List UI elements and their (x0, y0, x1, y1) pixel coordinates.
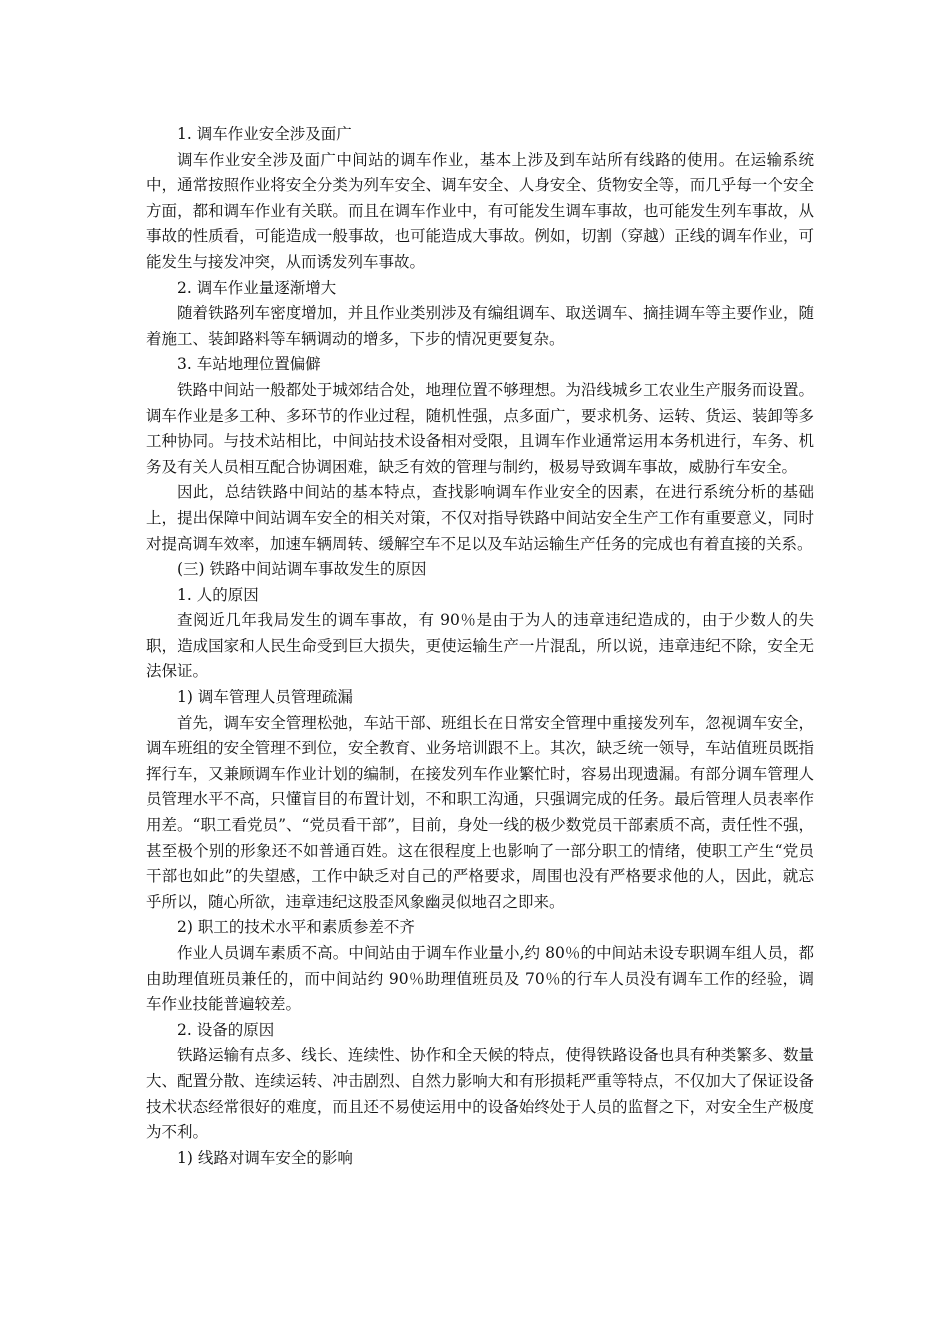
section-heading: 1. 人的原因 (177, 585, 259, 604)
section-heading: (三) 铁路中间站调车事故发生的原因 (177, 560, 427, 579)
body-paragraph: 铁路中间站一般都处于城郊结合处，地理位置不够理想。为沿线城乡工农业生产服务而设置。调车作业是多工种、多环节的作业过程，随机性强，点多面广，要求机务、运转、货运、装卸等多工种协同。与技术站相比，中间站技术设备相对受限，且调车作业通常运用本务机进行，车务、机务及有关人员相互配合协调困难，缺乏有效的管理与制约，极易导致调车事故，威胁行车安全。 (146, 380, 814, 476)
section-heading: 1) 调车管理人员管理疏漏 (177, 688, 353, 707)
section-heading: 2. 设备的原因 (177, 1020, 275, 1039)
body-paragraph: 铁路运输有点多、线长、连续性、协作和全天候的特点，使得铁路设备也具有种类繁多、数量大、配置分散、连续运转、冲击剧烈、自然力影响大和有形损耗严重等特点，不仅加大了保证设备技术状态经常很好的难度，而且还不易使运用中的设备始终处于人员的监督之下，对安全生产极度为不利。 (146, 1046, 814, 1142)
body-paragraph: 因此，总结铁路中间站的基本特点，查找影响调车作业安全的因素，在进行系统分析的基础上，提出保障中间站调车安全的相关对策，不仅对指导铁路中间站安全生产工作有重要意义，同时对提高调车效率，加速车辆周转、缓解空车不足以及车站运输生产任务的完成也有着直接的关系。 (146, 483, 814, 553)
body-paragraph: 调车作业安全涉及面广中间站的调车作业，基本上涉及到车站所有线路的使用。在运输系统中，通常按照作业将安全分类为列车安全、调车安全、人身安全、货物安全等，而几乎每一个安全方面，都和调车作业有关联。而且在调车作业中，有可能发生调车事故，也可能发生列车事故，从事故的性质看，可能造成一般事故，也可能造成大事故。例如，切割（穿越）正线的调车作业，可能发生与接发冲突，从而诱发列车事故。 (146, 150, 814, 271)
section-heading: 3. 车站地理位置偏僻 (177, 355, 321, 374)
body-paragraph: 查阅近几年我局发生的调车事故，有 90％是由于为人的违章违纪造成的，由于少数人的失职，造成国家和人民生命受到巨大损失，更使运输生产一片混乱，所以说，违章违纪不除，安全无法保证。 (146, 611, 814, 681)
section-heading: 2. 调车作业量逐渐增大 (177, 278, 337, 297)
section-heading: 1) 线路对调车安全的影响 (177, 1148, 353, 1167)
body-paragraph: 作业人员调车素质不高。中间站由于调车作业量小,约 80％的中间站未设专职调车组人员，都由助理值班员兼任的，而中间站约 90％助理值班员及 70％的行车人员没有调车工作的经验，调车作业技能普遍较差。 (146, 944, 814, 1014)
body-paragraph: 首先，调车安全管理松弛，车站干部、班组长在日常安全管理中重接发列车，忽视调车安全，调车班组的安全管理不到位，安全教育、业务培训跟不上。其次，缺乏统一领导，车站值班员既指挥行车，又兼顾调车作业计划的编制，在接发列车作业繁忙时，容易出现遗漏。有部分调车管理人员管理水平不高，只懂盲目的布置计划，不和职工沟通，只强调完成的任务。最后管理人员表率作用差。“职工看党员”、“党员看干部”，目前，身处一线的极少数党员干部素质不高，责任性不强，甚至极个别的形象还不如普通百姓。这在很程度上也影响了一部分职工的情绪，使职工产生“党员干部也如此”的失望感，工作中缺乏对自己的严格要求，周围也没有严格要求他的人，因此，就忘乎所以，随心所欲，违章违纪这股歪风象幽灵似地召之即来。 (146, 713, 814, 911)
document-body (146, 122, 814, 1171)
body-paragraph: 随着铁路列车密度增加，并且作业类别涉及有编组调车、取送调车、摘挂调车等主要作业，随着施工、装卸路料等车辆调动的增多，下步的情况更要复杂。 (146, 304, 814, 348)
section-heading: 1. 调车作业安全涉及面广 (177, 125, 352, 143)
section-heading: 2) 职工的技术水平和素质参差不齐 (177, 918, 415, 937)
